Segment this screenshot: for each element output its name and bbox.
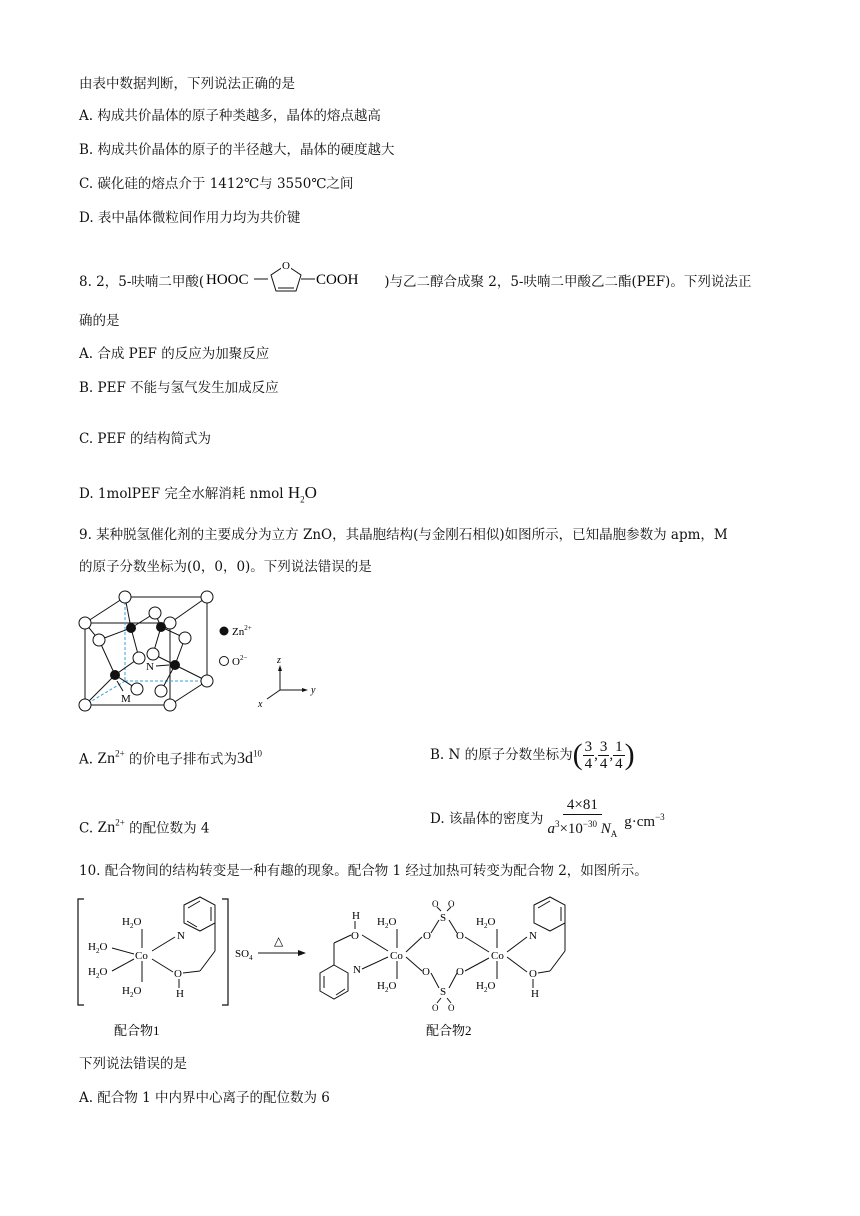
q8-option-d-text: D. 1molPEF 完全水解消耗 nmol [79,486,284,502]
svg-text:H2O: $H_2O$ [122,916,142,930]
complex1-label: 配合物1 [114,1023,160,1038]
svg-text:H: H [531,988,539,1000]
q9-option-c: C. $Zn^{2+}$ 的配位数为 4 [79,818,210,837]
svg-text:O: O [423,930,431,942]
coordination-complexes-figure [72,893,632,1043]
svg-text:O: O [456,930,464,942]
cooh-label: COOH [316,272,359,288]
svg-text:O: O [448,899,455,909]
q9-stem-line1: 9. 某种脱氢催化剂的主要成分为立方 ZnO，其晶胞结构(与金刚石相似)如图所示，已知晶胞参数为 apm，M [79,527,728,543]
q8-option-d [79,484,317,508]
zno-unit-cell-figure [75,585,335,715]
svg-text:O: O [432,899,439,909]
q7-option-d: D. 表中晶体微粒间作用力均为共价键 [79,210,301,226]
q10-option-a: A. 配合物 1 中内界中心离子的配位数为 6 [79,1090,330,1106]
q7-option-c: C. 碳化硅的熔点介于 1412℃与 3550℃之间 [79,176,354,192]
coord-z-frac: $\frac{1}{4}$ [615,738,623,772]
co-label-2a: Co [390,950,403,962]
q8-option-b: B. PEF 不能与氢气发生加成反应 [79,380,279,396]
m-label: M [121,693,131,705]
axis-z-label: z [277,655,281,666]
zn-legend-label: $Zn^{2+}$ [232,624,252,638]
svg-text:O: O [448,1003,455,1013]
svg-text:S: S [440,986,447,998]
svg-text:H2O: $H_2O$ [88,966,108,980]
so4-label: $SO_4$ [235,948,253,962]
complex2-label: 配合物2 [426,1023,472,1038]
q10-after: 下列说法错误的是 [79,1056,187,1072]
svg-text:H2O: $H_2O$ [377,980,397,994]
q10-stem: 10. 配合物间的结构转变是一种有趣的现象。配合物 1 经过加热可转变为配合物 2，如图所示。 [79,863,648,879]
co-label-2b: Co [491,950,504,962]
q9-option-a: A. $Zn^{2+}$ 的价电子排布式为$3d^{10}$ [79,749,262,768]
furan-dicarboxylic-acid-structure [204,260,384,305]
reaction-arrow [298,950,306,956]
q8-option-a: A. 合成 PEF 的反应为加聚反应 [79,346,270,362]
svg-text:N: N [177,930,185,942]
q9-stem-line2: 的原子分数坐标为(0，0，0)。下列说法错误的是 [79,559,372,575]
hooc-label: HOOC [206,272,249,288]
svg-text:O: O [422,966,430,978]
svg-text:H2O: $H_2O$ [476,916,496,930]
svg-text:O: O [351,930,359,942]
density-unit: $g\cdot cm^{-3}$ [624,811,665,830]
coord-x-frac: $\frac{3}{4}$ [584,738,593,772]
svg-text:O: O [432,1003,439,1013]
electron-config: $3d^{10}$ [237,749,262,768]
zn-legend-marker [220,627,229,636]
axis-x-label: x [258,699,263,710]
o-legend-marker [220,657,229,666]
coord-y-frac: $\frac{3}{4}$ [599,738,608,772]
svg-text:O: O [529,968,537,980]
svg-text:H2O: $H_2O$ [88,941,108,955]
q7-option-b: B. 构成共价晶体的原子的半径越大，晶体的硬度越大 [79,142,395,158]
svg-text:N: N [529,930,537,942]
svg-text:N: N [353,964,361,976]
q9-option-d: D. 该晶体的密度为 $\frac{4\times 81}{a^3\times 10^{-30} N_A}$ $g\cdot cm^{-3}$ [430,797,665,841]
q8-stem [79,260,751,290]
svg-text:H2O: $H_2O$ [476,980,496,994]
axis-y-label: y [311,685,316,696]
q7-option-a: A. 构成共价晶体的原子种类越多，晶体的熔点越高 [79,108,381,124]
q8-option-c: C. PEF 的结构简式为 [79,431,212,447]
water-formula: $H_2O$ [287,483,317,505]
svg-text:H: H [176,988,184,1000]
q8-stem-before: 8. 2，5-呋喃二甲酸( [79,274,205,290]
svg-text:O: O [174,968,182,980]
o-legend-label: $O^{2-}$ [232,654,248,668]
svg-text:H2O: $H_2O$ [122,985,142,999]
q9-option-b: B. N 的原子分数坐标为 ( $\frac{3}{4}$ , $\frac{3}{4}$ , $\frac{1}{4}$ ) [430,738,635,772]
intro-line: 由表中数据判断，下列说法正确的是 [79,76,295,92]
furan-o-label: O [282,260,291,272]
zn-ion-c: $Zn^{2+}$ [97,818,125,837]
n-label: N [146,661,154,673]
density-fraction: $\frac{4\times 81}{a^3\times 10^{-30} N_A}$ [547,796,618,839]
svg-text:O: O [456,966,464,978]
co-label-1: Co [135,950,148,962]
q8-stem-cont: 确的是 [79,313,120,329]
heat-symbol: △ [274,934,284,948]
svg-text:H: H [352,910,360,922]
zn-ion: $Zn^{2+}$ [97,749,125,768]
svg-text:H2O: $H_2O$ [377,916,397,930]
q8-stem-after: )与乙二醇合成聚 2，5-呋喃二甲酸乙二酯(PEF)。下列说法正 [384,274,752,290]
svg-text:S: S [440,912,447,924]
